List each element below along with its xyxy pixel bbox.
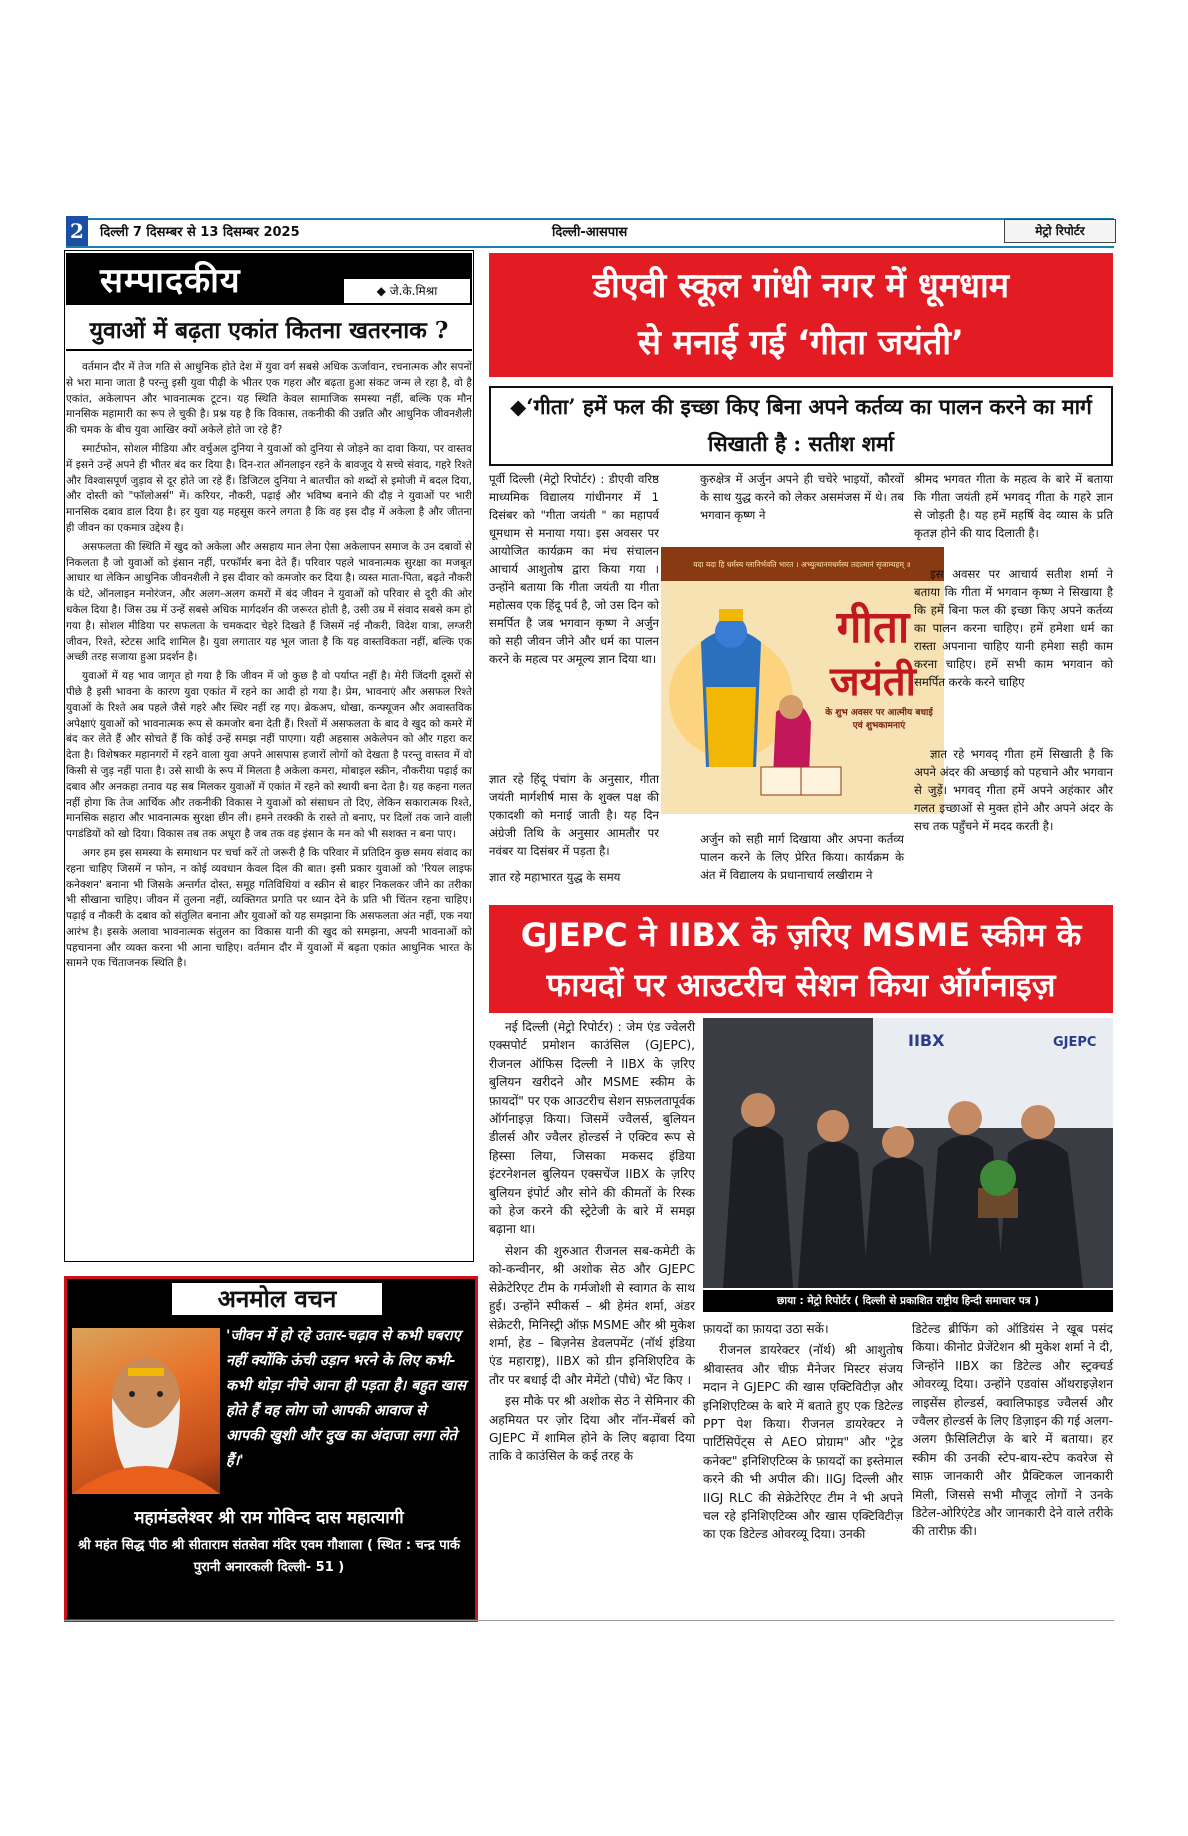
- gita-headline: [489, 258, 1113, 372]
- gjepc-paragraph: सेशन की शुरुआत रीजनल सब-कमेटी के को-कन्वीनर, श्री अशोक सेठ और GJEPC सेक्रेटेरिएट टीम के गर्मजोशी से स्वागत के साथ हुई। उन्होंने स्पीकर्स – श्री हेमंत शर्मा, अंडर सेक्रेटरी, मिनिस्ट्री ऑफ़ MSME और श्री मुकेश शर्मा, हेड – बिज़नेस डेवलपमेंट (नॉर्थ इंडिया एंड महाराष्ट्र), IIBX को ग्रीन इनिशिएटिव के तौर पर बधाई दी और मेमेंटो (पौधे) भेंट किए ।: [489, 1243, 695, 1387]
- editorial-banner-title: सम्पादकीय: [100, 261, 241, 301]
- gita-col1-top: [489, 470, 659, 668]
- gita-col2-bottom: [700, 830, 904, 884]
- editorial-headline: युवाओं में बढ़ता एकांत कितना खतरनाक ?: [66, 313, 472, 351]
- gita-headline-line: से मनाई गई ‘गीता जयंती’: [638, 323, 964, 363]
- gita-text: अर्जुन को सही मार्ग दिखाया और अपना कर्तव्य पालन करने के लिए प्रेरित किया। कार्यक्रम के अंत में विद्यालय के प्रधानाचार्य लखीराम ने: [700, 832, 904, 882]
- editorial-paragraph: अगर हम इस समस्या के समाधान पर चर्चा करें तो जरूरी है कि परिवार में प्रतिदिन कुछ समय संवाद का रहना चाहिए जिसमें न फोन, न कोई व्यवधान केवल दिल की बात। इसी प्रकार युवाओं को 'रियल लाइफ कनेक्शन' बनाना भी जिसके अन्तर्गत दोस्त, समूह गतिविधियां व स्क्रीन से बाहर निकलकर जीने का तरीका भी सीखाना चाहिए। जीवन में तुलना नहीं, व्यक्तिगत प्रगति पर ध्यान देने के प्रति भी चिंतन रहना चाहिए। पढ़ाई व नौकरी के दबाव को संतुलित बनाना और युवाओं को यह समझाना कि असफलता अंत नहीं, एक नया आरंभ है। इसके अलावा भावनात्मक संतुलन का विकास यानी की खुद को समझना, अपनी भावनाओं को पहचानना और व्यक्त करना भी आना चाहिए। वर्तमान दौर में युवाओं में बढ़ता एकांत आधुनिक भारत के सामने एक चिंताजनक स्थिति है।: [66, 846, 472, 970]
- gita-text: ज्ञात रहे भगवद् गीता हमें सिखाती है कि अपने अंदर की अच्छाई को पहचाने और भगवान से जुड़ें। भगवद् गीता हमें अपने अहंकार और गलत इच्छाओं से मुक्त होने और अपने अंदर के सच तक पहुँचने में मदद करती है।: [914, 747, 1113, 833]
- gjepc-headline-line: GJEPC ने IIBX के ज़रिए MSME स्कीम के: [520, 916, 1082, 954]
- gita-col3-p2: [914, 565, 1113, 691]
- photo-banner-iibx: IIBX: [908, 1031, 945, 1050]
- gjepc-paragraph: फ़ायदों का फ़ायदा उठा सकें।: [703, 1322, 829, 1336]
- gita-col3-top: [914, 470, 1113, 542]
- saint-portrait: [72, 1328, 220, 1494]
- gjepc-paragraph: रीजनल डायरेक्टर (नॉर्थ) श्री आशुतोष श्रीवास्तव और चीफ़ मैनेजर मिस्टर संजय मदान ने GJEPC की खास एक्टिविटीज़ और इनिशिएटिव्स के बारे में बताते हुए एक डिटेल्ड PPT पेश किया। रीजनल डायरेक्टर ने पार्टिसिपेंट्स से AEO प्रोग्राम" और "ट्रेड कनेक्ट" इनिशिएटिव्स के फ़ायदों का इस्तेमाल करने की भी अपील की। IIGJ दिल्ली और IIGJ RLC की सेक्रेटेरिएट टीम ने भी अपने चल रहे इनिशिएटिव्स और खास एक्टिविटीज़ का एक डिटेल्ड ओवरव्यू दिया। उनकी: [703, 1343, 903, 1542]
- gita-col3-p3: [914, 745, 1113, 835]
- image-greeting: के शुभ अवसर पर आत्मीय बधाई एवं शुभकामनाएं: [825, 708, 933, 731]
- page-number: 2: [66, 216, 88, 246]
- gita-headline-line: डीएवी स्कूल गांधी नगर में धूमधाम: [592, 266, 1010, 306]
- gita-subheadline: ◆‘गीता’ हमें फल की इच्छा किए बिना अपने कर्तव्य का पालन करने का मार्ग सिखाती है : सतीश शर्मा: [489, 386, 1113, 466]
- gita-text: पूर्वी दिल्ली (मेट्रो रिपोर्टर) : डीएवी वरिष्ठ माध्यमिक विद्यालय गांधीनगर में 1 दिसंबर को "गीता जयंती " का महापर्व धूमधाम से मनाया गया। इस अवसर पर आयोजित कार्यक्रम का मंच संचालन आचार्य आशुतोष द्वारा किया गया । उन्होंने बताया कि गीता जयंती या गीता महोत्सव एक हिंदू पर्व है, जो उस दिन को समर्पित है जब भगवान कृष्ण ने अर्जुन को सही जीवन जीने और धर्म का पालन करने के महत्व पर अमूल्य ज्ञान दिया था।: [489, 472, 659, 666]
- editorial-paragraph: वर्तमान दौर में तेज गति से आधुनिक होते देश में युवा वर्ग सबसे अधिक ऊर्जावान, रचनात्मक और सपनों से भरा माना जाता है परन्तु इसी युवा पीढ़ी के भीतर एक गहरा और बढ़ता हुआ संकट जन्म ले रहा है, वो है एकांत, अकेलापन और भावनात्मक टूटन। यह स्थिति केवल सामाजिक समस्या नहीं, बल्कि एक मौन मानसिक महामारी का रूप ले चुकी है। प्रश्न यह है कि विकास, तकनीकी की उन्नति और आधुनिक जीवनशैली की चमक के बीच युवा आखिर क्यों अकेले होते जा रहे हैं?: [66, 361, 472, 437]
- editorial-paragraph: स्मार्टफोन, सोशल मीडिया और वर्चुअल दुनिया ने युवाओं को दुनिया से जोड़ने का दावा किया, पर वास्तव में इसने उन्हें अपने ही भीतर बंद कर दिया है। दिन-रात ऑनलाइन रहने के बावजूद ये सच्चे संवाद, गहरे रिश्ते और विश्वासपूर्ण जुड़ाव से दूर होते जा रहे हैं। डिजिटल दुनिया ने बातचीत को शब्दों से इमोजी में बदल दिया, और दोस्ती को "फॉलोअर्स" में। करियर, नौकरी, पढ़ाई और भविष्य बनाने की दौड़ ने युवाओं पर भारी मानसिक दबाव डाल दिया है। हर युवा यह महसूस करने लगता है कि वह इस दौड़ में अकेला है और जीतना ही जीवन का एकमात्र उद्देश्य है।: [66, 442, 472, 534]
- gita-text: ज्ञात रहे महाभारत युद्ध के समय: [489, 870, 621, 884]
- gita-text: कुरुक्षेत्र में अर्जुन अपने ही चचेरे भाइयों, कौरवों के साथ युद्ध करने को लेकर असमंजस में थे। तब भगवान कृष्ण ने: [700, 472, 904, 522]
- editorial-author: ◆ जे.के.मिश्रा: [344, 279, 470, 303]
- saint-name: महामंडलेश्वर श्री राम गोविन्द दास महात्यागी: [134, 1508, 404, 1528]
- gita-jayanti-illustration: [661, 547, 944, 814]
- page-bottom-rule: [64, 1620, 1114, 1621]
- saint-address: श्री महंत सिद्ध पीठ श्री सीताराम संतसेवा मंदिर एवम गौशाला ( स्थित : चन्द्र पार्क पुरानी अनारकली दिल्ली- 51 ): [78, 1538, 460, 1575]
- editorial-body: [66, 360, 472, 975]
- gjepc-headline-line: फायदों पर आउटरीच सेशन किया ऑर्गनाइज़: [546, 966, 1056, 1004]
- gjepc-photo-illustration: [703, 1018, 1113, 1288]
- gjepc-headline: [489, 910, 1113, 1010]
- gjepc-paragraph: डिटेल्ड ब्रीफिंग को ऑडियंस ने खूब पसंद किया। कीनोट प्रेजेंटेशन श्री मुकेश शर्मा ने दी, जिन्होंने IIBX का डिटेल्ड और स्ट्रक्चर्ड ओवरव्यू दिया। उन्होंने एडवांस ऑथराइज़ेशन लाइसेंस होल्डर्स, क्वालिफाइड ज्वैलर्स और ज्वैलर होल्डर्स के लिए डिज़ाइन की गई अलग-अलग फ़ैसिलिटीज़ के बारे में बताया। हर स्कीम की उनकी स्टेप-बाय-स्टेप कवरेज से साफ़ जानकारी और प्रैक्टिकल जानकारी मिली, जिससे सभी मौजूद लोगों ने उनके डिटेल-ओरिएंटेड और जानकारी देने वाले तरीके की तारीफ़ की।: [912, 1322, 1113, 1539]
- gita-col1-mid: [489, 770, 659, 860]
- gita-text: श्रीमद भगवत गीता के महत्व के बारे में बताया कि गीता जयंती हमें भगवद् गीता के गहरे ज्ञान से जोड़ती है। यह हमें महर्षि वेद व्यास के प्रति कृतज्ञ होने की याद दिलाती है।: [914, 472, 1113, 540]
- gjepc-paragraph: नई दिल्ली (मेट्रो रिपोर्टर) : जेम एंड ज्वेलरी एक्सपोर्ट प्रमोशन काउंसिल (GJEPC), रीजनल ऑफिस दिल्ली ने IIBX के ज़रिए बुलियन खरीदने और MSME स्कीम के फ़ायदों" पर एक आउटरीच सेशन सफ़लतापूर्वक ऑर्गनाइज़ किया। जिसमें ज्वैलर्स, बुलियन डीलर्स और ज्वैलर होल्डर्स ने एक्टिव रूप से हिस्सा लिया, जिसका मकसद इंडिया इंटरनेशनल बुलियन एक्सचेंज IIBX के ज़रिए बुलियन इंपोर्ट और सोने की कीमतों के रिस्क को हेज करने की स्ट्रेटेजी के बारे में समझ बढ़ाना था।: [489, 1020, 695, 1237]
- image-shloka: यदा यदा हि धर्मस्य ग्लानिर्भवति भारत । अभ्युत्थानमधर्मस्य तदात्मानं सृजाम्यहम् ॥: [693, 560, 911, 569]
- gjepc-col2: [703, 1320, 903, 1547]
- gita-text: ज्ञात रहे हिंदू पंचांग के अनुसार, गीता जयंती मार्गशीर्ष मास के शुक्ल पक्ष की एकादशी को मनाई जाती है। यह दिन अंग्रेजी तिथि के अनुसार आमतौर पर नवंबर या दिसंबर में पड़ता है।: [489, 772, 659, 858]
- gita-col2-top: [700, 470, 904, 524]
- gjepc-col1: [489, 1018, 695, 1469]
- anmol-vachan-title: अनमोल वचन: [170, 1281, 384, 1317]
- gjepc-photo-caption: छाया : मेट्रो रिपोर्टर ( दिल्ली से प्रकाशित राष्ट्रीय हिन्दी समाचार पत्र ): [703, 1290, 1113, 1312]
- gita-jayanti-image: [661, 547, 944, 814]
- photo-banner-gjepc: GJEPC: [1053, 1035, 1097, 1050]
- gjepc-event-photo: [703, 1018, 1113, 1288]
- section-name: दिल्ली-आसपास: [552, 225, 628, 240]
- anmol-vachan-quote: 'जीवन में हो रहे उतार-चढ़ाव से कभी घबराए नहीं क्योंकि ऊंची उड़ान भरने के लिए कभी-कभी थोड़ा नीचे आना ही पड़ता है। बहुत खास होते हैं वह लोग जो आपकी आवाज से आपकी खुशी और दुख का अंदाजा लगा लेते हैं।': [226, 1328, 466, 1469]
- image-title-jayanti: जयंती: [829, 658, 917, 705]
- gjepc-paragraph: इस मौके पर श्री अशोक सेठ ने सेमिनार की अहमियत पर ज़ोर दिया और नॉन-मेंबर्स को GJEPC में शामिल होने के लिए बढ़ावा दिया ताकि वे काउंसिल के कई तरह के: [489, 1394, 695, 1464]
- gita-col1-bottom: [489, 868, 659, 886]
- brand-label: मेट्रो रिपोर्टर: [1004, 219, 1116, 243]
- editorial-paragraph: असफलता की स्थिति में खुद को अकेला और असहाय मान लेना ऐसा अकेलापन समाज के उन दबावों से निकलता है जो युवाओं को इंसान नहीं, परफॉर्मर बना देते हैं। परिवार पहले भावनात्मक सुरक्षा का मजबूत आधार था लेकिन आधुनिक जीवनशैली ने इस दीवार को कमजोर कर दिया है। व्यस्त माता-पिता, बढ़ते नौकरी के घंटे, ऑनलाइन मनोरंजन, और अलग-अलग कमरों में बंद जीवन ने युवाओं को परिवार से दूरी की ओर धकेल दिया है। जिस उम्र में उन्हें सबसे अधिक मार्गदर्शन की जरूरत होती है, उसी उम्र में संवाद सबसे कम हो गया है। सोशल मीडिया पर सफलता के चमकदार चेहरे दिखते हैं जिसमें नई नौकरी, विदेश यात्रा, लग्जरी जीवन, रिश्ते, स्टेटस आदि शामिल है। युवा लगातार यह भूल जाता है कि यह वास्तविकता नहीं, बल्कि एक अच्छी तरह सजाया हुआ प्रदर्शन है।: [66, 540, 472, 664]
- editorial-paragraph: युवाओं में यह भाव जागृत हो गया है कि जीवन में जो कुछ है वो पर्याप्त नहीं है। मेरी जिंदगी दूसरों से पीछे है इसी भावना के कारण युवा एकांत में रहने का आदी हो गया है। प्रेम, भावनाएं और असफल रिश्ते युवाओं के रिश्ते अब पहले जैसे गहरे और स्थिर नहीं रह गए। ब्रेकअप, धोखा, कन्फ्यूजन और अवास्तविक अपेक्षाएं युवाओं को भावनात्मक रूप से कमजोर बना देती हैं। रिश्तों में असफलता के बाद वे खुद को कमरे में बंद कर लेते हैं और सोचते हैं कि कोई उन्हें समझ नहीं पाएगा। यही अहसास अकेलेपन को और गहरा कर देता है। विशेषकर महानगरों में रहने वाला युवा अपने आसपास हजारों लोगों को देखता है परन्तु वास्तव में वो किसी से जुड़ नहीं पाता है। उसे साथी के रूप में मिलता है अकेला कमरा, मोबाइल स्क्रीन, नौकरीया पढ़ाई का दबाव और अनकहा तनाव यह सब मिलकर युवाओं में एकांत में रहने को स्थायी बना देता है। यह कहना गलत नहीं होगा कि तेज आर्थिक और तकनीकी विकास ने युवाओं को संसाधन तो दिए, लेकिन सकारात्मक रिश्ते, मानसिक सहारा और भावनात्मक सुरक्षा छीन ली। हमने तरक्की के रास्ते तो बनाए, पर दिलों तक जाने वाली पगडंडियों को खो दिया। विकास तब तक अधूरा है जब तक वह इंसान के मन को भी सशक्त न बना पाए।: [66, 670, 472, 841]
- gita-text: इस अवसर पर आचार्य सतीश शर्मा ने बताया कि गीता में भगवान कृष्ण ने सिखाया है कि हमें बिना फल की इच्छा किए अपने कर्तव्य का पालन करना चाहिए। हमें हमेशा धर्म का रास्ता अपनाना चाहिए यानी हमेशा सही काम करना चाहिए। हमें सभी काम भगवान को समर्पित करके करने चाहिए: [914, 567, 1113, 689]
- saint-portrait-illustration: [72, 1328, 220, 1494]
- issue-date: दिल्ली 7 दिसम्बर से 13 दिसम्बर 2025: [100, 225, 300, 240]
- gjepc-col3: [912, 1320, 1113, 1544]
- image-title-gita: गीता: [836, 602, 910, 653]
